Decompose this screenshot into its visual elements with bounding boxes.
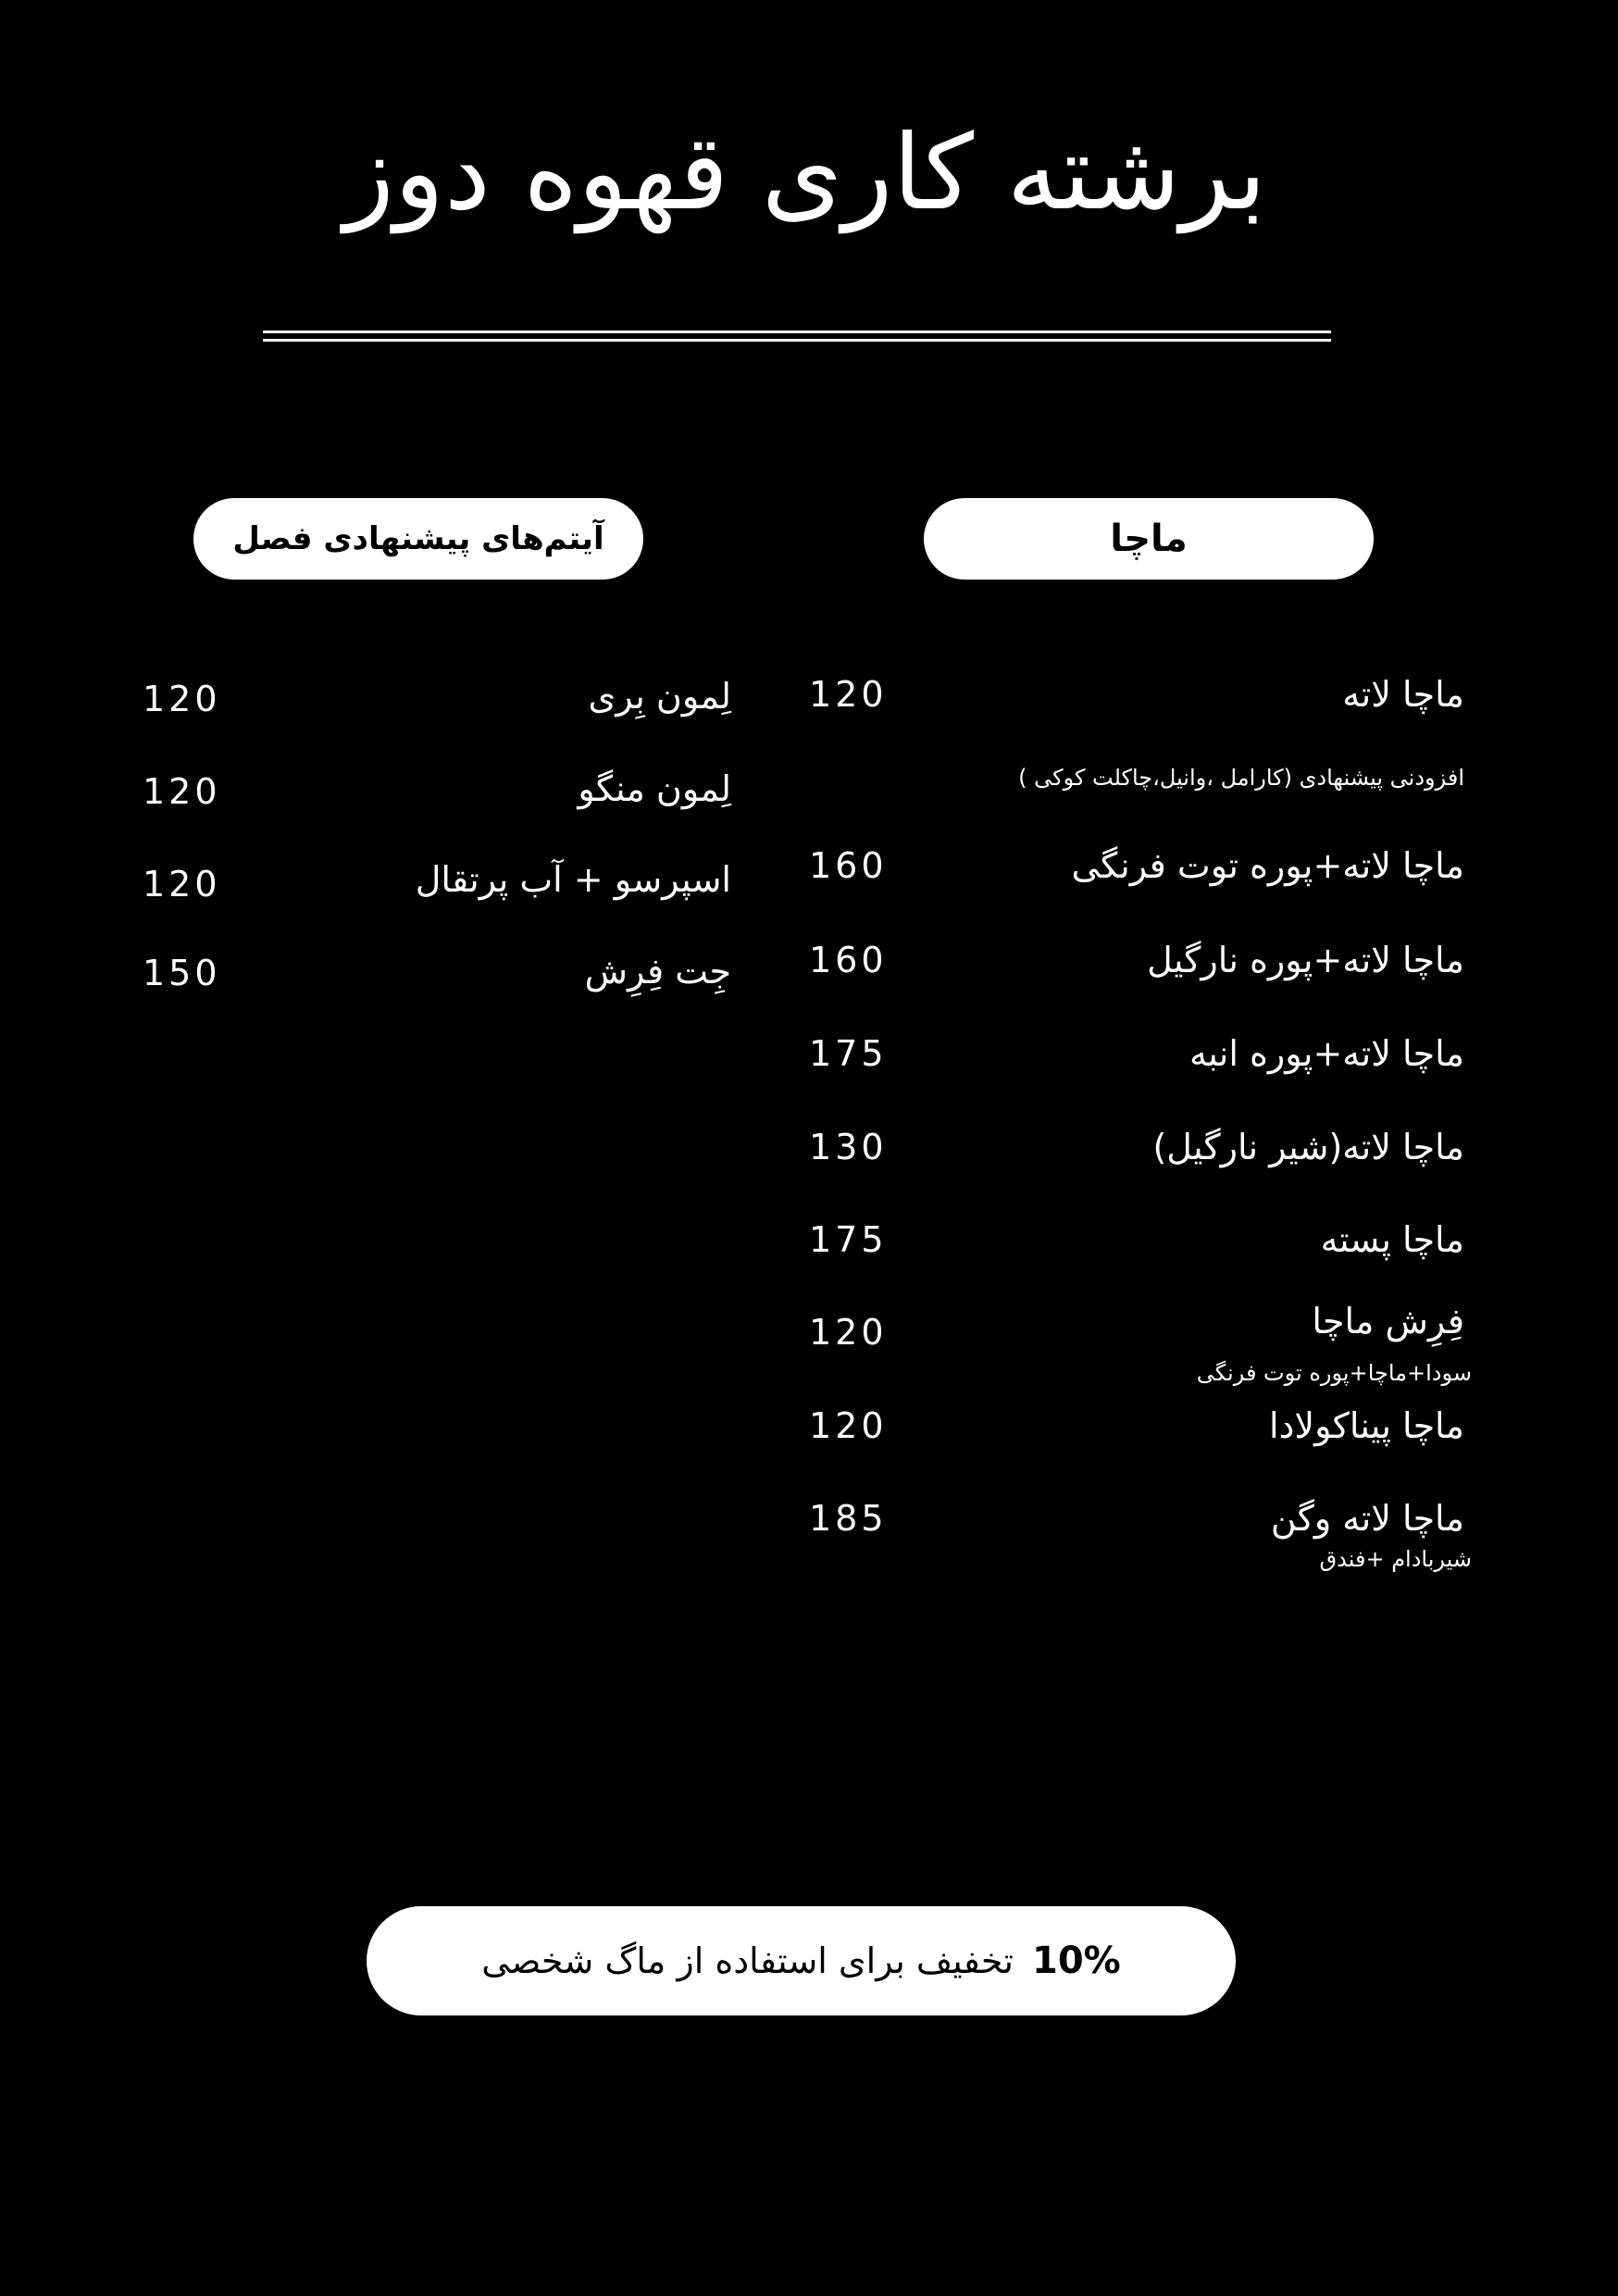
title-divider <box>263 331 1331 342</box>
divider-line-top <box>263 331 1331 333</box>
menu-item-name: ماچا لاته+پوره انبه <box>1189 1033 1464 1074</box>
menu-item-price: 160 <box>809 845 888 886</box>
menu-item-name: فِرِش ماچا <box>1312 1301 1464 1341</box>
menu-item-price: 120 <box>143 679 221 719</box>
menu-item-price: 120 <box>809 674 888 715</box>
menu-item-note: افزودنی پیشنهادی (کارامل ،وانیل،چاکلت کوکی ) <box>1018 765 1464 791</box>
menu-item-name: جِت فِرِش <box>584 951 731 992</box>
discount-percent: 10% <box>1031 1940 1121 1982</box>
menu-item-price: 150 <box>143 953 221 993</box>
menu-item-name: لِمون منگو <box>578 768 731 809</box>
menu-item-price: 175 <box>809 1033 888 1074</box>
menu-item-note: شیربادام +فندق <box>1319 1546 1472 1572</box>
menu-item-price: 120 <box>143 864 221 905</box>
divider-line-bottom <box>263 339 1331 342</box>
menu-item-name: ماچا لاته+پوره توت فرنگی <box>1071 845 1464 886</box>
menu-item-price: 120 <box>809 1405 888 1446</box>
menu-item-price: 130 <box>809 1127 888 1167</box>
discount-banner <box>367 1906 1236 2015</box>
section-header-matcha: ماچا <box>924 498 1374 580</box>
menu-item-name: ماچا پیناکولادا <box>1268 1405 1464 1446</box>
menu-item-name: ماچا لاته+پوره نارگیل <box>1147 940 1464 980</box>
menu-item-name: ماچا لاته <box>1342 674 1464 715</box>
menu-item-price: 175 <box>809 1219 888 1260</box>
menu-item-name: اسپرسو + آب پرتقال <box>415 859 731 900</box>
section-header-seasonal: آیتم‌های پیشنهادی فصل <box>193 498 643 580</box>
menu-item-price: 160 <box>809 940 888 980</box>
menu-item-name: ماچا پسته <box>1320 1219 1464 1260</box>
menu-item-price: 185 <box>809 1498 888 1539</box>
menu-item-price: 120 <box>809 1312 888 1353</box>
menu-item-price: 120 <box>143 771 221 812</box>
menu-item-name: ماچا لاته(شیر نارگیل) <box>1152 1127 1464 1167</box>
menu-item-note: سودا+ماچا+پوره توت فرنگی <box>1196 1360 1472 1386</box>
discount-text: تخفیف برای استفاده از ماگ شخصی <box>481 1940 1014 1981</box>
menu-item-name: ماچا لاته وگن <box>1270 1498 1464 1539</box>
menu-item-name: لِمون بِری <box>588 676 731 717</box>
menu-title: برشته کاری قهوه دوز <box>343 113 1267 233</box>
